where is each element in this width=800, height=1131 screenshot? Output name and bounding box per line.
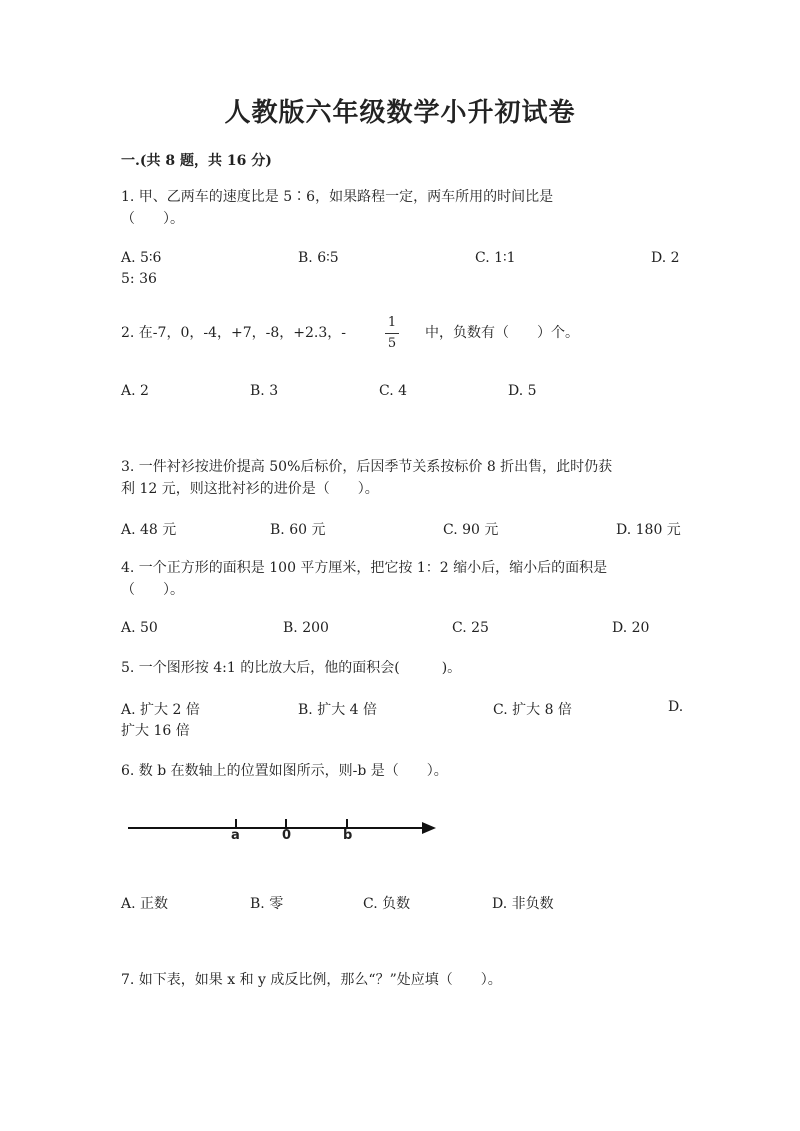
question-6-option-c[interactable]: C. 负数	[363, 896, 411, 912]
question-3-option-a[interactable]: A. 48 元	[121, 522, 177, 538]
question-6-option-d[interactable]: D. 非负数	[492, 896, 554, 912]
question-1-option-d-continued: 5: 36	[121, 271, 157, 287]
section-header: 一.(共 8 题，共 16 分)	[121, 153, 272, 169]
question-4-option-b[interactable]: B. 200	[283, 620, 329, 636]
question-6-option-b[interactable]: B. 零	[250, 896, 284, 912]
question-1-option-c[interactable]: C. 1∶1	[475, 250, 516, 266]
page-title: 人教版六年级数学小升初试卷	[224, 98, 576, 128]
question-1-option-b[interactable]: B. 6∶5	[298, 250, 339, 266]
number-line-label-b: b	[343, 828, 353, 843]
question-6-option-a[interactable]: A. 正数	[121, 896, 169, 912]
question-2-text-pre: 2. 在-7，0，-4，+7，-8，+2.3，-	[121, 325, 346, 341]
question-6-text: 6. 数 b 在数轴上的位置如图所示，则-b 是（ ）。	[121, 763, 448, 779]
question-1-text-line1: 1. 甲、乙两车的速度比是 5∶6，如果路程一定，两车所用的时间比是	[121, 189, 554, 205]
question-2-option-b[interactable]: B. 3	[250, 383, 279, 399]
question-3-option-b[interactable]: B. 60 元	[270, 522, 326, 538]
question-4-text-line2: （ ）。	[121, 582, 184, 598]
question-4-option-c[interactable]: C. 25	[452, 620, 489, 636]
question-5-option-b[interactable]: B. 扩大 4 倍	[298, 702, 377, 718]
question-3-text-line2: 利 12 元，则这批衬衫的进价是（ ）。	[121, 481, 379, 497]
question-5-text: 5. 一个图形按 4:1 的比放大后，他的面积会( )。	[121, 660, 462, 676]
question-5-option-d[interactable]: D.	[668, 699, 684, 715]
question-2-text-post: 中，负数有（ ）个。	[425, 325, 579, 341]
question-1-option-a[interactable]: A. 5∶6	[121, 250, 162, 266]
fraction-bar	[385, 333, 399, 334]
question-4-text-line1: 4. 一个正方形的面积是 100 平方厘米，把它按 1：2 缩小后，缩小后的面积是	[121, 560, 608, 576]
question-7-text: 7. 如下表，如果 x 和 y 成反比例，那么“？”处应填（ ）。	[121, 972, 502, 988]
question-3-text-line1: 3. 一件衬衫按进价提高 50%后标价，后因季节关系按标价 8 折出售，此时仍获	[121, 459, 613, 475]
number-line-arrow	[422, 822, 436, 834]
number-line-label-zero: 0	[282, 828, 292, 843]
question-4-option-d[interactable]: D. 20	[612, 620, 650, 636]
question-2-option-d[interactable]: D. 5	[508, 383, 537, 399]
fraction-numerator: 1	[387, 315, 397, 330]
question-3-option-d[interactable]: D. 180 元	[616, 522, 681, 538]
question-5-option-d-continued: 扩大 16 倍	[121, 723, 190, 739]
question-1-text-line2: （ ）。	[121, 211, 184, 227]
question-5-option-a[interactable]: A. 扩大 2 倍	[121, 702, 200, 718]
number-line-label-a: a	[231, 828, 240, 843]
question-5-option-c[interactable]: C. 扩大 8 倍	[493, 702, 572, 718]
question-4-option-a[interactable]: A. 50	[121, 620, 158, 636]
question-2-option-c[interactable]: C. 4	[379, 383, 408, 399]
question-2-option-a[interactable]: A. 2	[121, 383, 149, 399]
fraction-denominator: 5	[387, 336, 397, 351]
question-3-option-c[interactable]: C. 90 元	[443, 522, 499, 538]
question-1-option-d[interactable]: D. 2	[651, 250, 680, 266]
